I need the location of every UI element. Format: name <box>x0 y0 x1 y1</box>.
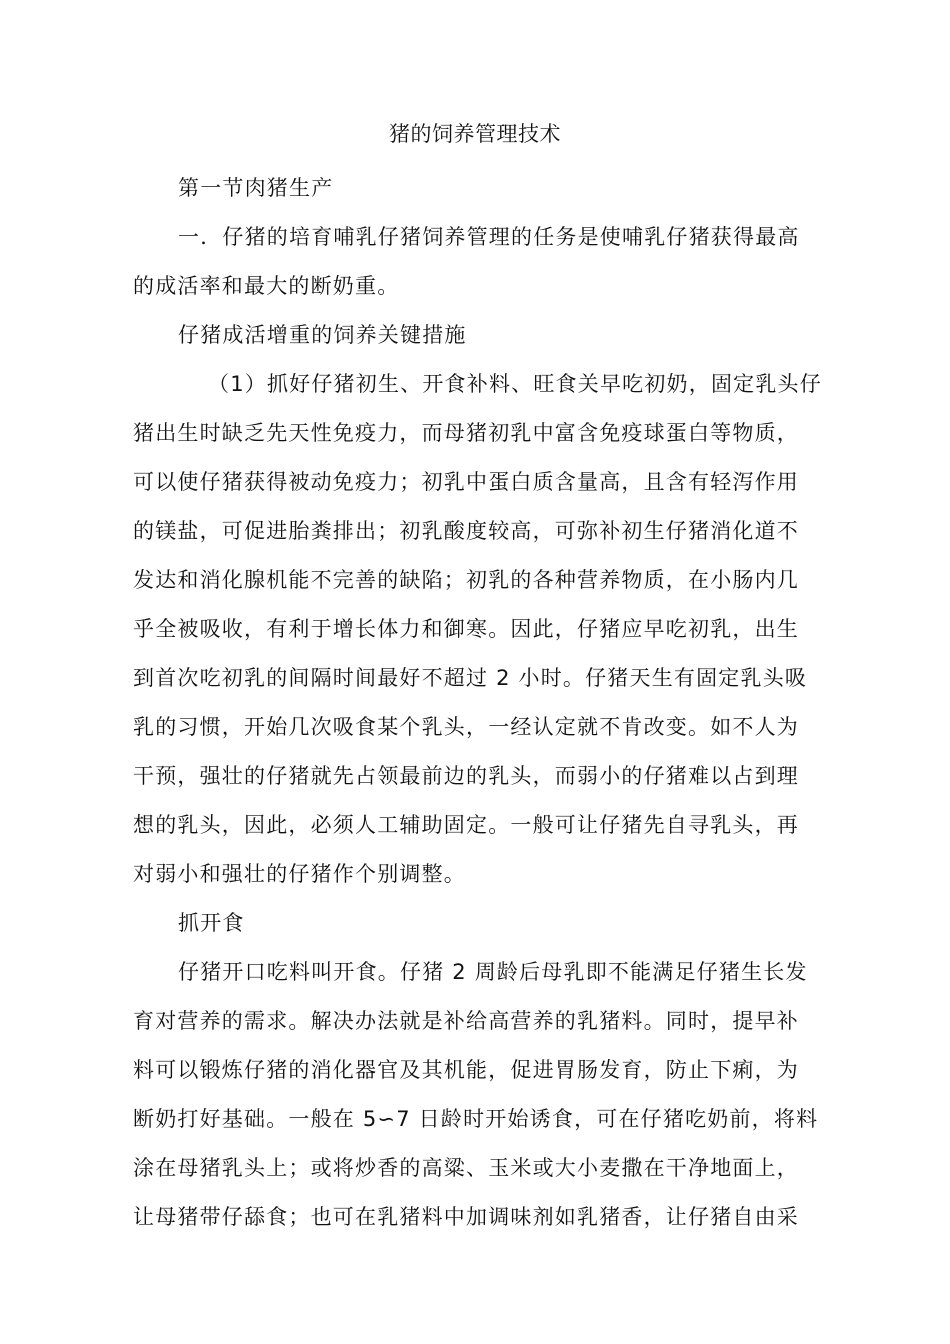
text-line: 发达和消化腺机能不完善的缺陷；初乳的各种营养物质，在小肠内几 <box>133 568 799 592</box>
text-line: 让母猪带仔舔食；也可在乳猪料中加调味剂如乳猪香，让仔猪自由采 <box>133 1205 799 1229</box>
paragraph <box>133 899 829 948</box>
text-line: 仔猪成活增重的饲养关键措施 <box>178 323 467 347</box>
paragraph <box>133 311 829 360</box>
paragraph <box>133 948 829 1242</box>
text-line: 干预，强壮的仔猪就先占领最前边的乳头，而弱小的仔猪难以占到理 <box>133 764 799 788</box>
text-line: 想的乳头，因此，必须人工辅助固定。一般可让仔猪先自寻乳头，再 <box>133 813 799 837</box>
document-title: 猪的饲养管理技术 <box>389 122 561 146</box>
paragraph-feeding <box>133 948 829 1242</box>
text-line: 涂在母猪乳头上；或将炒香的高粱、玉米或大小麦撒在干净地面上， <box>133 1156 799 1180</box>
text-line: 第一节肉猪生产 <box>178 176 334 200</box>
text-line: 料可以锻炼仔猪的消化器官及其机能，促进胃肠发育，防止下痢，为 <box>133 1058 799 1082</box>
text-line: 抓开食 <box>178 911 245 935</box>
text-line: 乎全被吸收，有利于增长体力和御寒。因此，仔猪应早吃初乳，出生 <box>133 617 799 641</box>
text-line: 可以使仔猪获得被动免疫力；初乳中蛋白质含量高，且含有轻泻作用 <box>133 470 799 494</box>
subheading-key-measures <box>133 311 829 360</box>
section-heading <box>133 164 829 213</box>
paragraph <box>133 213 829 311</box>
text-line: 对弱小和强壮的仔猪作个别调整。 <box>133 862 466 886</box>
text-line: 一．仔猪的培育哺乳仔猪饲养管理的任务是使哺乳仔猪获得最高 <box>178 225 800 249</box>
text-line: 仔猪开口吃料叫开食。仔猪 2 周龄后母乳即不能满足仔猪生长发 <box>178 960 808 984</box>
text-line: 断奶打好基础。一般在 5∽7 日龄时开始诱食，可在仔猪吃奶前，将料 <box>133 1107 819 1131</box>
subheading-start-feeding <box>133 899 829 948</box>
paragraph <box>133 360 829 899</box>
text-line: 乳的习惯，开始几次吸食某个乳头，一经认定就不肯改变。如不人为 <box>133 715 799 739</box>
text-line: （1）抓好仔猪初生、开食补料、旺食关早吃初奶，固定乳头仔 <box>208 372 822 396</box>
text-line: 的镁盐，可促进胎粪排出；初乳酸度较高，可弥补初生仔猪消化道不 <box>133 519 799 543</box>
text-line: 的成活率和最大的断奶重。 <box>133 274 400 298</box>
paragraph-colostrum <box>133 360 829 899</box>
text-line: 猪出生时缺乏先天性免疫力，而母猪初乳中富含免疫球蛋白等物质， <box>133 421 799 445</box>
paragraph-intro <box>133 213 829 311</box>
text-line: 育对营养的需求。解决办法就是补给高营养的乳猪料。同时，提早补 <box>133 1009 799 1033</box>
text-line: 到首次吃初乳的间隔时间最好不超过 2 小时。仔猪天生有固定乳头吸 <box>133 666 808 690</box>
paragraph <box>133 164 829 213</box>
